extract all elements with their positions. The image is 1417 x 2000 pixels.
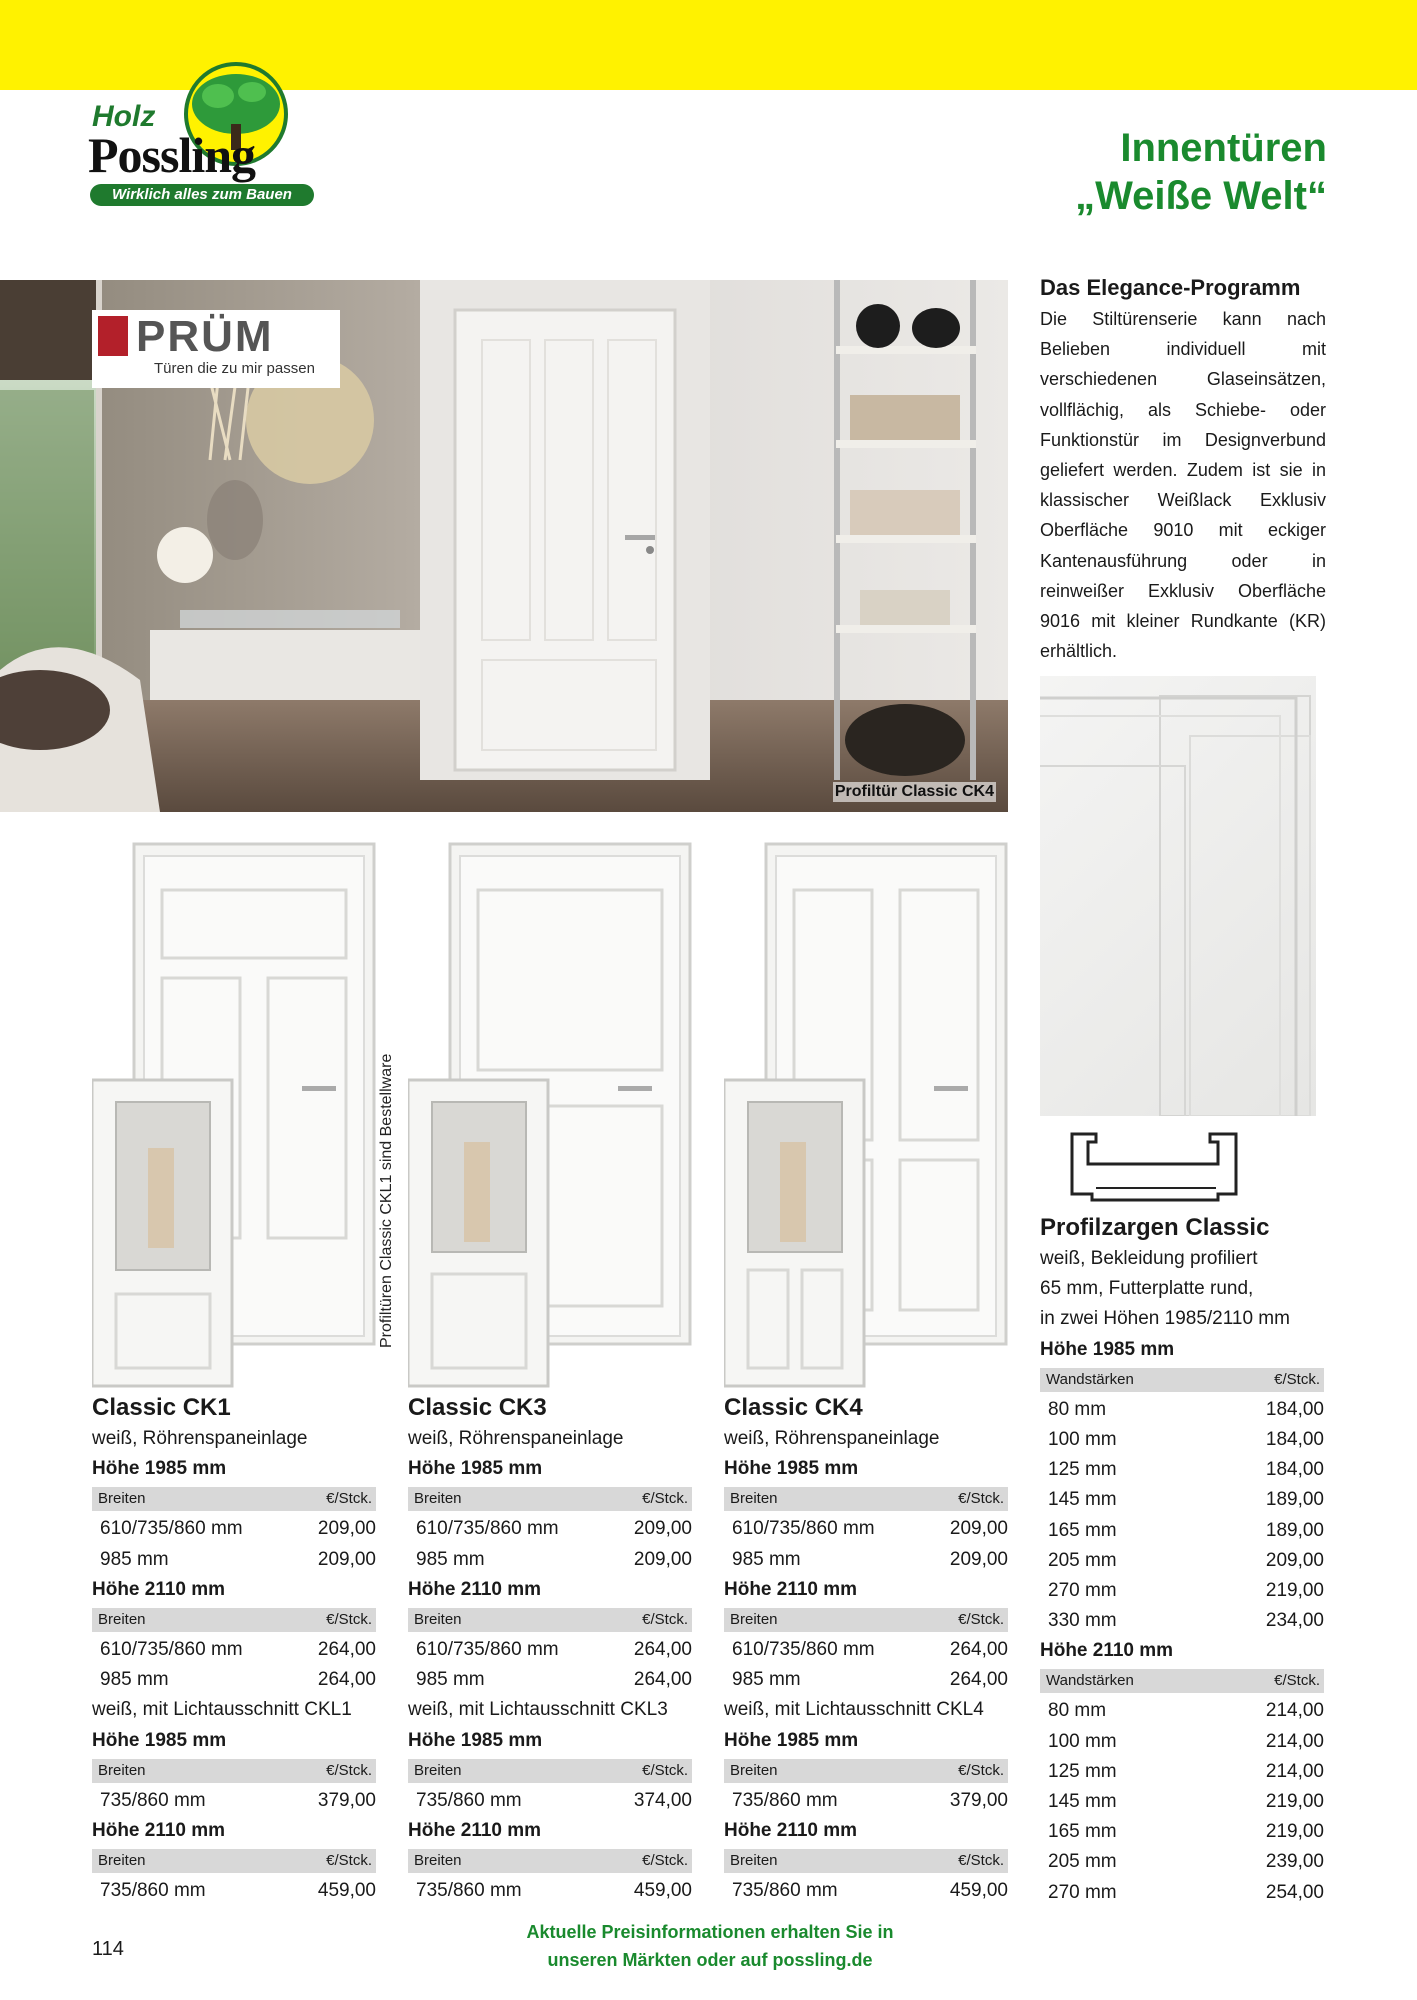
row-price: 264,00 [633, 1669, 692, 1691]
table-row [1040, 1727, 1324, 1757]
th-breiten: Breiten [98, 1610, 146, 1628]
row-price: 459,00 [317, 1880, 376, 1902]
page-title [1075, 124, 1327, 220]
height-heading: Höhe 1985 mm [724, 1729, 859, 1751]
product-subtitle: weiß, Röhrenspaneinlage [724, 1428, 940, 1449]
height-heading: Höhe 2110 mm [1040, 1640, 1174, 1662]
row-size: 610/735/860 mm [416, 1638, 559, 1660]
table-row [1040, 1395, 1324, 1425]
th-breiten: Breiten [730, 1852, 778, 1870]
th-price: €/Stck. [958, 1490, 1004, 1508]
th-wandstaerken: Wandstärken [1046, 1672, 1134, 1690]
row-price: 189,00 [1265, 1519, 1324, 1541]
door-classic-ck1-image [92, 842, 386, 1390]
product-subtitle: weiß, Röhrenspaneinlage [408, 1428, 624, 1449]
table-header [408, 1608, 692, 1632]
table-row [1040, 1696, 1324, 1726]
table-row [408, 1786, 692, 1816]
row-size: 735/860 mm [100, 1789, 206, 1811]
height-heading: Höhe 1985 mm [92, 1729, 227, 1751]
th-price: €/Stck. [326, 1490, 372, 1508]
variant-subtitle: weiß, mit Lichtausschnitt CKL1 [92, 1699, 352, 1721]
table-header [724, 1608, 1008, 1632]
height-heading: Höhe 1985 mm [1040, 1338, 1175, 1360]
row-price: 209,00 [1265, 1549, 1324, 1571]
table-header [92, 1759, 376, 1783]
th-price: €/Stck. [326, 1610, 372, 1628]
height-heading: Höhe 1985 mm [724, 1458, 859, 1480]
height-heading: Höhe 1985 mm [92, 1458, 227, 1480]
th-price: €/Stck. [642, 1490, 688, 1508]
pruem-brand-box [92, 310, 340, 388]
row-size: 80 mm [1048, 1700, 1107, 1722]
page-number: 114 [92, 1938, 124, 1960]
row-size: 165 mm [1048, 1821, 1117, 1843]
row-size: 985 mm [100, 1548, 169, 1570]
row-price: 264,00 [317, 1638, 376, 1660]
table-header [92, 1608, 376, 1632]
table-row [92, 1786, 376, 1816]
row-price: 459,00 [949, 1880, 1008, 1902]
table-row [1040, 1847, 1324, 1877]
table-row [724, 1635, 1008, 1665]
row-size: 270 mm [1048, 1579, 1117, 1601]
height-heading: Höhe 2110 mm [724, 1578, 858, 1600]
th-breiten: Breiten [98, 1490, 146, 1508]
product-title: Classic CK3 [408, 1394, 547, 1421]
frame-profile-diagram-icon [1068, 1124, 1248, 1208]
row-price: 254,00 [1265, 1881, 1324, 1903]
table-row [724, 1514, 1008, 1544]
height-heading: Höhe 1985 mm [408, 1729, 543, 1751]
height-heading: Höhe 2110 mm [724, 1819, 858, 1841]
table-row [92, 1635, 376, 1665]
row-size: 985 mm [732, 1669, 801, 1691]
th-breiten: Breiten [414, 1852, 462, 1870]
possling-logo[interactable] [88, 62, 318, 210]
th-price: €/Stck. [326, 1852, 372, 1870]
row-price: 184,00 [1265, 1428, 1324, 1450]
row-price: 264,00 [633, 1638, 692, 1660]
th-breiten: Breiten [414, 1490, 462, 1508]
row-price: 234,00 [1265, 1610, 1324, 1632]
zargen-desc-1: weiß, Bekleidung profiliert [1040, 1248, 1258, 1269]
row-size: 735/860 mm [416, 1789, 522, 1811]
table-header [724, 1487, 1008, 1511]
logo-holz-text: Holz [92, 100, 156, 133]
row-price: 209,00 [633, 1548, 692, 1570]
table-row [92, 1876, 376, 1906]
table-row [724, 1876, 1008, 1906]
row-size: 125 mm [1048, 1760, 1117, 1782]
table-header [1040, 1368, 1324, 1392]
table-row [408, 1514, 692, 1544]
page-title-line-2: „Weiße Welt“ [1075, 174, 1327, 218]
height-heading: Höhe 2110 mm [92, 1819, 226, 1841]
table-row [1040, 1485, 1324, 1515]
table-row [1040, 1787, 1324, 1817]
th-breiten: Breiten [414, 1761, 462, 1779]
frame-closeup-photo [1040, 676, 1316, 1116]
row-price: 189,00 [1265, 1489, 1324, 1511]
door-classic-ck3-image [408, 842, 702, 1390]
table-header [1040, 1669, 1324, 1693]
row-size: 985 mm [732, 1548, 801, 1570]
row-size: 100 mm [1048, 1730, 1117, 1752]
table-header [92, 1487, 376, 1511]
th-breiten: Breiten [730, 1610, 778, 1628]
row-size: 985 mm [100, 1669, 169, 1691]
product-title: Classic CK1 [92, 1394, 231, 1421]
zargen-desc-2: 65 mm, Futterplatte rund, [1040, 1278, 1254, 1300]
table-row [724, 1665, 1008, 1695]
row-size: 205 mm [1048, 1851, 1117, 1873]
row-size: 610/735/860 mm [100, 1518, 243, 1540]
table-row [1040, 1878, 1324, 1908]
row-price: 219,00 [1265, 1791, 1324, 1812]
table-header [724, 1759, 1008, 1783]
variant-subtitle: weiß, mit Lichtausschnitt CKL4 [724, 1699, 984, 1721]
table-row [1040, 1455, 1324, 1485]
footer-note-line-1: Aktuelle Preisinformationen erhalten Sie in [526, 1922, 894, 1942]
table-row [724, 1786, 1008, 1816]
price-column-ck1 [92, 1392, 376, 1906]
row-size: 100 mm [1048, 1428, 1117, 1450]
row-size: 985 mm [416, 1548, 485, 1570]
elegance-section [1040, 272, 1326, 666]
logo-possling-text: Possling [88, 127, 256, 183]
row-size: 145 mm [1048, 1791, 1117, 1812]
table-header [92, 1849, 376, 1873]
th-breiten: Breiten [414, 1610, 462, 1628]
table-row [1040, 1425, 1324, 1455]
th-breiten: Breiten [730, 1490, 778, 1508]
variant-subtitle: weiß, mit Lichtausschnitt CKL3 [408, 1699, 668, 1721]
row-price: 209,00 [949, 1518, 1008, 1540]
table-row [724, 1545, 1008, 1575]
th-price: €/Stck. [642, 1852, 688, 1870]
height-heading: Höhe 2110 mm [92, 1578, 226, 1600]
footer-note-line-2: unseren Märkten oder auf possling.de [547, 1950, 873, 1970]
row-size: 205 mm [1048, 1549, 1117, 1571]
price-column-ck4 [724, 1392, 1008, 1906]
table-row [1040, 1817, 1324, 1847]
table-row [1040, 1516, 1324, 1546]
row-price: 264,00 [949, 1669, 1008, 1691]
row-price: 209,00 [317, 1548, 376, 1570]
table-header [408, 1849, 692, 1873]
row-price: 184,00 [1265, 1398, 1324, 1420]
hero-room-photo [0, 280, 1008, 812]
hero-caption: Profiltür Classic CK4 [834, 783, 994, 800]
height-heading: Höhe 1985 mm [408, 1458, 543, 1480]
table-row [408, 1665, 692, 1695]
th-price: €/Stck. [1274, 1672, 1320, 1690]
th-price: €/Stck. [642, 1610, 688, 1628]
th-price: €/Stck. [1274, 1370, 1320, 1388]
row-size: 270 mm [1048, 1881, 1117, 1903]
table-row [1040, 1606, 1324, 1636]
pruem-brand-name: PRÜM [136, 312, 274, 361]
th-breiten: Breiten [98, 1852, 146, 1870]
price-column-ck3 [408, 1392, 692, 1906]
row-price: 214,00 [1265, 1730, 1324, 1752]
row-price: 209,00 [633, 1518, 692, 1540]
row-size: 145 mm [1048, 1489, 1117, 1511]
pruem-logo-icon [98, 316, 128, 356]
pruem-brand-slogan: Türen die zu mir passen [154, 360, 315, 377]
th-breiten: Breiten [730, 1761, 778, 1779]
row-price: 379,00 [949, 1789, 1008, 1811]
table-row [92, 1665, 376, 1695]
price-column-zargen [1040, 1212, 1324, 1908]
th-price: €/Stck. [642, 1761, 688, 1779]
row-size: 610/735/860 mm [732, 1638, 875, 1660]
row-price: 214,00 [1265, 1760, 1324, 1782]
th-price: €/Stck. [958, 1761, 1004, 1779]
elegance-text: Die Stiltürenserie kann nach Belieben individuell mit verschiedenen Glaseinsätzen, vollflächig, als Schiebe- oder Funktionstür im Designverbund geliefert werden. Zudem ist sie in klassischer Weißlack Exklusiv Oberfläche 9010 mit eckiger Kantenausführung oder in reinweißer Exklusiv Oberfläche 9016 mit kleiner Rundkante (KR) erhältlich. [1040, 309, 1326, 662]
table-header [724, 1849, 1008, 1873]
height-heading: Höhe 2110 mm [408, 1819, 542, 1841]
table-row [92, 1545, 376, 1575]
elegance-title: Das Elegance-Programm [1040, 275, 1301, 300]
product-title: Classic CK4 [724, 1394, 863, 1421]
th-price: €/Stck. [958, 1852, 1004, 1870]
logo-tagline: Wirklich alles zum Bauen [90, 184, 314, 206]
row-price: 459,00 [633, 1880, 692, 1902]
row-price: 219,00 [1265, 1821, 1324, 1843]
row-size: 610/735/860 mm [100, 1638, 243, 1660]
page-title-line-1: Innentüren [1120, 126, 1327, 170]
zargen-title: Profilzargen Classic [1040, 1214, 1270, 1241]
table-row [1040, 1757, 1324, 1787]
height-heading: Höhe 2110 mm [408, 1578, 542, 1600]
bestellware-note: Profiltüren Classic CKL1 sind Bestellware [378, 1053, 395, 1348]
row-price: 209,00 [317, 1518, 376, 1540]
th-price: €/Stck. [958, 1610, 1004, 1628]
row-price: 214,00 [1265, 1700, 1324, 1722]
row-size: 80 mm [1048, 1398, 1107, 1420]
table-header [408, 1759, 692, 1783]
row-size: 985 mm [416, 1669, 485, 1691]
row-price: 209,00 [949, 1548, 1008, 1570]
table-row [408, 1635, 692, 1665]
th-wandstaerken: Wandstärken [1046, 1370, 1134, 1388]
table-header [408, 1487, 692, 1511]
row-price: 239,00 [1265, 1851, 1324, 1873]
row-size: 330 mm [1048, 1610, 1117, 1632]
table-row [1040, 1576, 1324, 1606]
product-subtitle: weiß, Röhrenspaneinlage [92, 1428, 308, 1449]
row-size: 735/860 mm [100, 1880, 206, 1902]
row-size: 610/735/860 mm [416, 1518, 559, 1540]
row-price: 219,00 [1265, 1579, 1324, 1601]
table-row [92, 1514, 376, 1544]
table-row [408, 1545, 692, 1575]
row-size: 610/735/860 mm [732, 1518, 875, 1540]
row-price: 264,00 [317, 1669, 376, 1691]
frame-corner-image [1040, 676, 1316, 1116]
row-size: 735/860 mm [416, 1880, 522, 1902]
row-price: 184,00 [1265, 1459, 1324, 1481]
row-price: 264,00 [949, 1638, 1008, 1660]
row-price: 374,00 [633, 1789, 692, 1811]
row-size: 735/860 mm [732, 1789, 838, 1811]
door-classic-ck4-image [724, 842, 1018, 1390]
table-row [1040, 1546, 1324, 1576]
row-size: 735/860 mm [732, 1880, 838, 1902]
row-size: 125 mm [1048, 1459, 1117, 1481]
th-breiten: Breiten [98, 1761, 146, 1779]
row-price: 379,00 [317, 1789, 376, 1811]
footer-price-note[interactable] [400, 1918, 1020, 1974]
zargen-desc-3: in zwei Höhen 1985/2110 mm [1040, 1308, 1290, 1330]
table-row [408, 1876, 692, 1906]
th-price: €/Stck. [326, 1761, 372, 1779]
row-size: 165 mm [1048, 1519, 1117, 1541]
